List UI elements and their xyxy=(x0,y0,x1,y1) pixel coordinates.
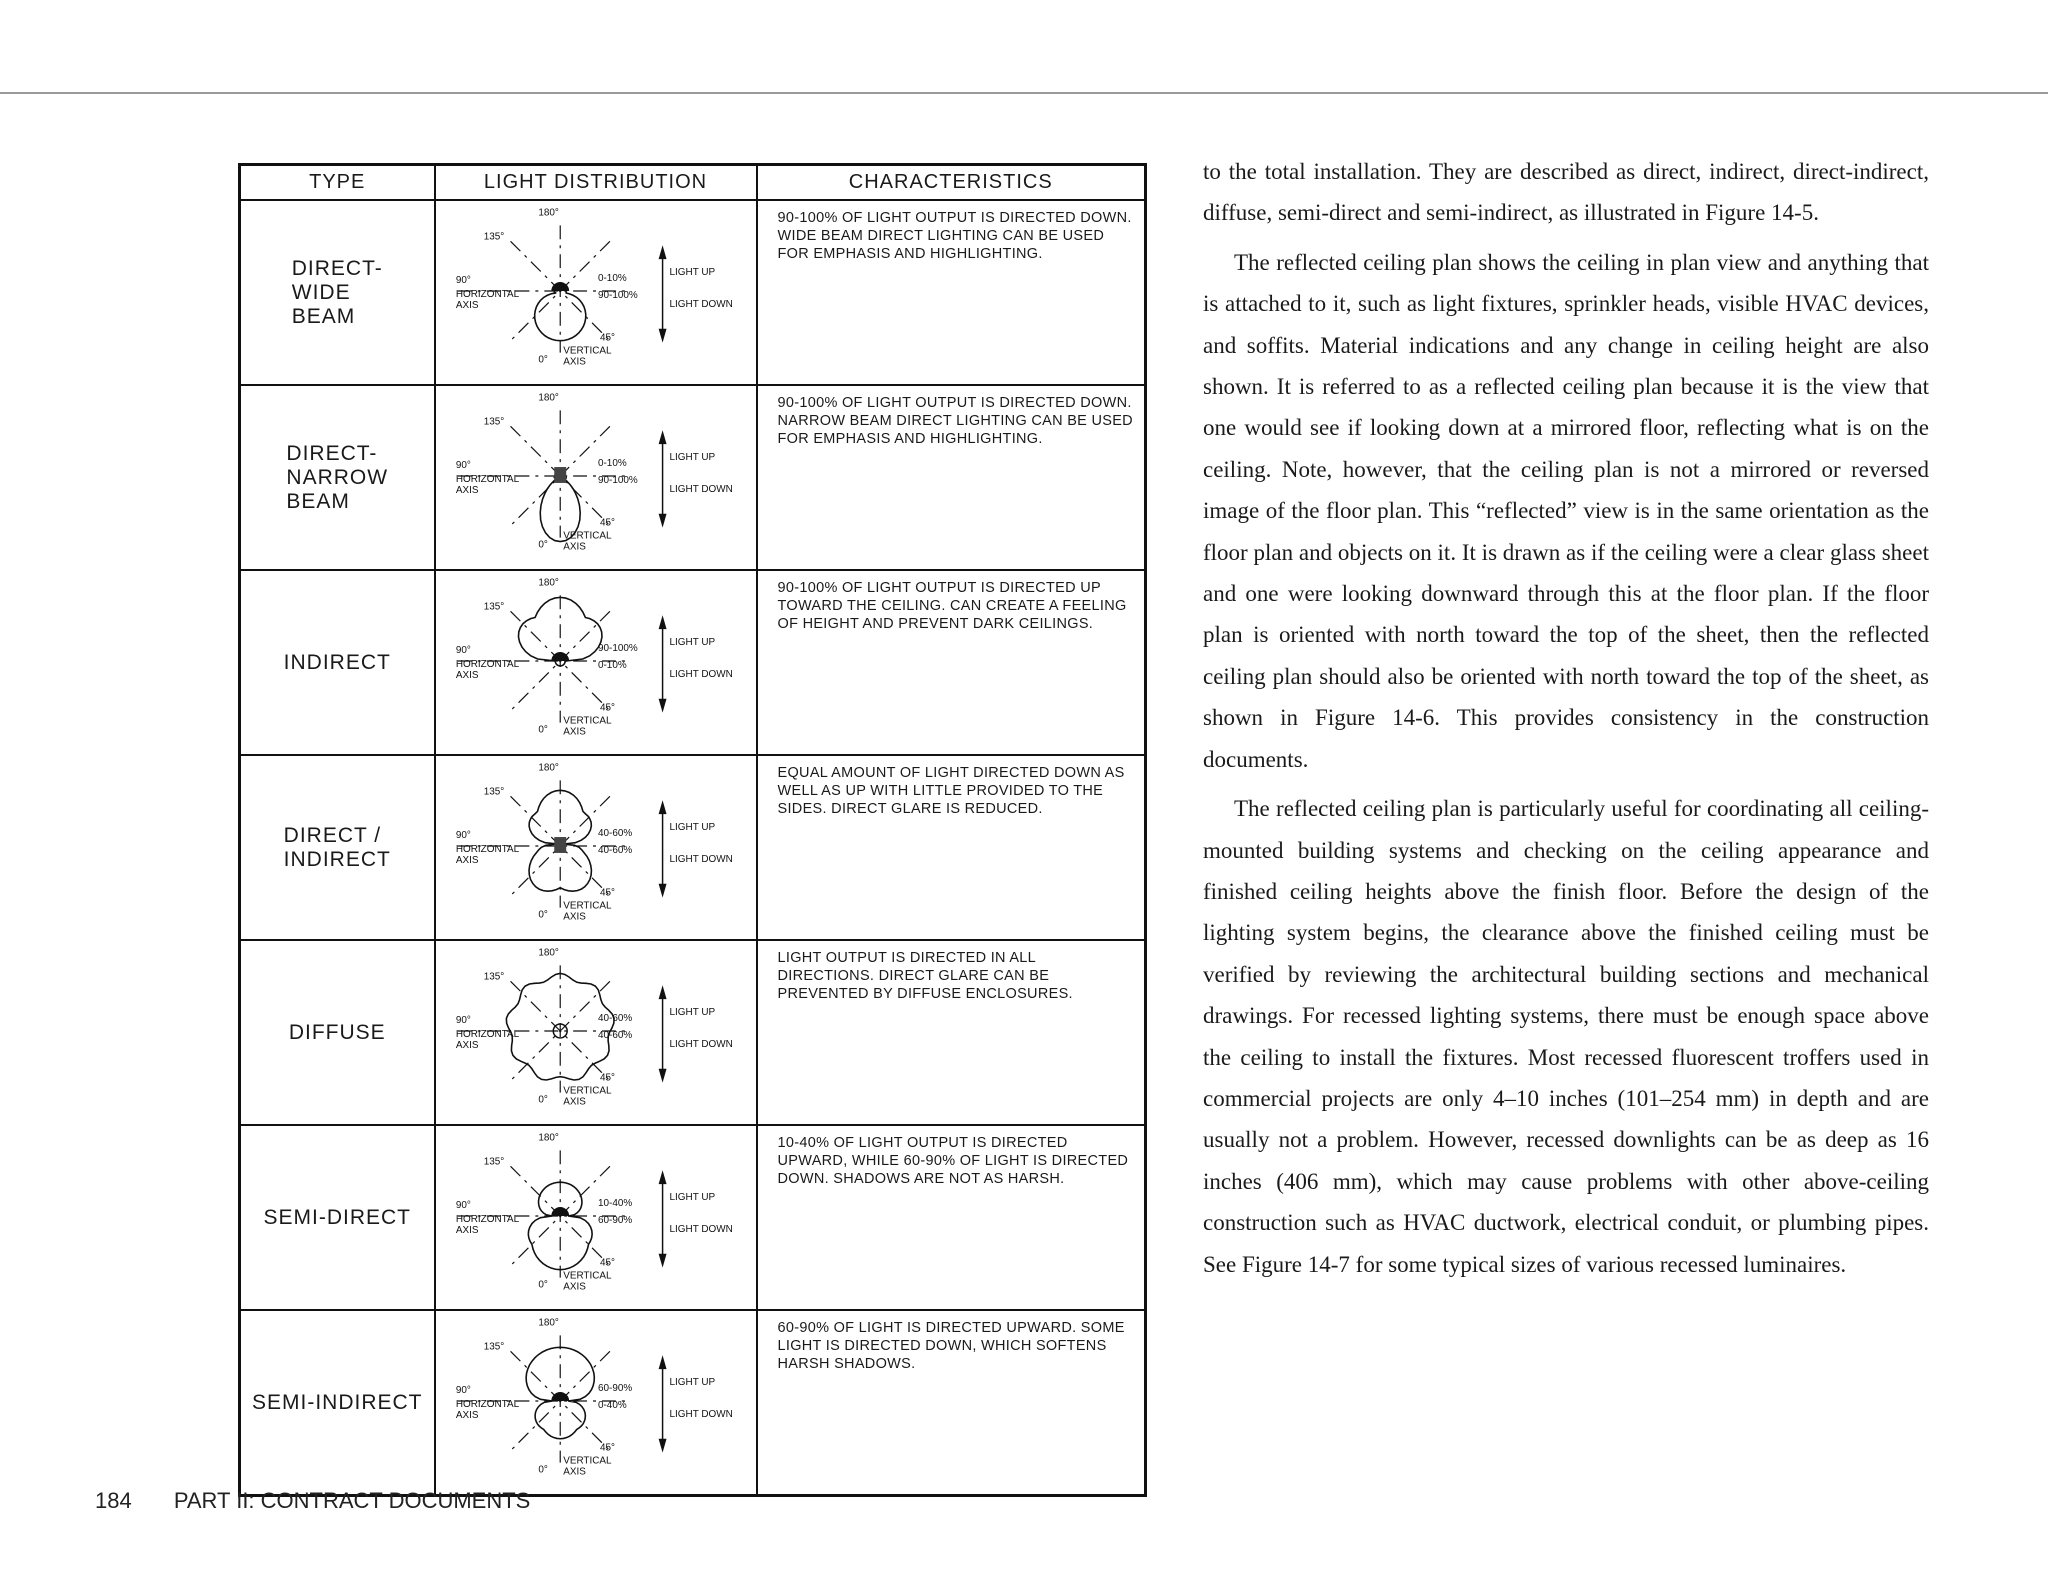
vertical-axis-label: AXIS xyxy=(562,726,586,738)
angle-0-label: 0° xyxy=(537,724,548,736)
angle-180-label: 180° xyxy=(537,392,559,404)
light-up-label: LIGHT UP xyxy=(669,1192,715,1204)
light-up-percent: 0-10% xyxy=(597,273,627,285)
light-distribution-cell xyxy=(435,1310,757,1496)
angle-180-label: 180° xyxy=(537,207,559,219)
horizontal-axis-label: HORIZONTAL xyxy=(455,1398,519,1410)
angle-45-label: 45° xyxy=(599,1257,615,1269)
light-distribution-diagram xyxy=(436,386,756,561)
horizontal-axis-label: HORIZONTAL xyxy=(455,473,519,485)
characteristics-cell: 90-100% OF LIGHT OUTPUT IS DIRECTED UP TOWARD THE CEILING. CAN CREATE A FEELING OF HEIGHT AND PREVENT DARK CEILINGS. xyxy=(757,570,1146,755)
vertical-axis-label: VERTICAL xyxy=(562,715,612,727)
header-type: TYPE xyxy=(240,165,435,201)
light-distribution-cell xyxy=(435,385,757,570)
fixture-symbol xyxy=(554,837,566,853)
light-up-percent: 60-90% xyxy=(597,1383,632,1395)
table-row xyxy=(240,200,1146,385)
luminaire-type-cell xyxy=(240,570,435,755)
light-up-percent: 10-40% xyxy=(597,1198,632,1210)
light-down-label: LIGHT DOWN xyxy=(669,1408,733,1420)
angle-135-label: 135° xyxy=(483,1156,504,1168)
vertical-axis-label: VERTICAL xyxy=(562,1270,612,1282)
luminaire-type-cell xyxy=(240,1310,435,1496)
luminaire-type-cell xyxy=(240,940,435,1125)
angle-135-label: 135° xyxy=(483,971,504,983)
horizontal-axis-label: AXIS xyxy=(455,1409,479,1421)
light-up-label: LIGHT UP xyxy=(669,1377,715,1389)
paragraph-1: to the total installation. They are described as direct, indirect, direct-indirect, diffuse, semi-direct and semi-indirect, as illustrated in Figure 14-5. xyxy=(1203,159,1929,226)
luminaire-type-cell xyxy=(240,755,435,940)
section-title: PART II: CONTRACT DOCUMENTS xyxy=(173,1488,531,1513)
light-down-percent: 40-60% xyxy=(597,1029,632,1041)
table-row xyxy=(240,570,1146,755)
angle-0-label: 0° xyxy=(537,909,548,921)
luminaire-type-cell xyxy=(240,200,435,385)
light-distribution-cell xyxy=(435,940,757,1125)
angle-0-label: 0° xyxy=(537,1279,548,1291)
fixture-symbol xyxy=(551,652,569,661)
horizontal-axis-label: AXIS xyxy=(455,854,479,866)
light-down-label: LIGHT DOWN xyxy=(669,853,733,865)
light-up-percent: 40-60% xyxy=(597,1013,632,1025)
vertical-axis-label: AXIS xyxy=(562,1281,586,1293)
light-down-label: LIGHT DOWN xyxy=(669,298,733,310)
paragraph-2: The reflected ceiling plan shows the ceiling in plan view and anything that is attached to it, such as light fixtures, sprinkler heads, visible HVAC devices, and soffits. Material indications and any change in ceiling height are also shown. It is referred to as a reflected ceiling plan because it is the view that one would see if looking down at a mirrored floor, reflecting what is on the ceiling. Note, however, that the ceiling plan is not a mirrored or reversed image of the floor plan. This “reflected” view is in the same orientation as the floor plan and objects on it. It is drawn as if the ceiling were a clear glass sheet and one were looking downward through this at the floor plan. If the floor plan is oriented with north toward the top of the sheet, then the reflected ceiling plan should also be oriented with north toward the top of the sheet, as shown in Figure 14-6. This provides consistency in the construction documents. xyxy=(1203,249,1929,772)
arrow-up-icon xyxy=(658,615,666,629)
arrow-down-icon xyxy=(658,329,666,343)
arrow-down-icon xyxy=(658,514,666,528)
angle-45-label: 45° xyxy=(599,702,615,714)
characteristics-cell: 10-40% OF LIGHT OUTPUT IS DIRECTED UPWARD, WHILE 60-90% OF LIGHT IS DIRECTED DOWN. SHADOWS ARE NOT AS HARSH. xyxy=(757,1125,1146,1310)
vertical-axis-label: AXIS xyxy=(562,356,586,368)
table-row xyxy=(240,1125,1146,1310)
horizontal-axis-label: HORIZONTAL xyxy=(455,288,519,300)
horizontal-axis-label: AXIS xyxy=(455,1224,479,1236)
luminaire-type-label: SEMI-INDIRECT xyxy=(252,1390,423,1414)
arrow-down-icon xyxy=(658,1254,666,1268)
table-row xyxy=(240,940,1146,1125)
light-down-label: LIGHT DOWN xyxy=(669,1223,733,1235)
luminaire-type-label: INDIRECT xyxy=(283,650,391,674)
light-up-label: LIGHT UP xyxy=(669,452,715,464)
angle-0-label: 0° xyxy=(537,354,548,366)
characteristics-cell: 60-90% OF LIGHT IS DIRECTED UPWARD. SOME LIGHT IS DIRECTED DOWN, WHICH SOFTENS HARSH SHADOWS. xyxy=(757,1310,1146,1496)
angle-135-label: 135° xyxy=(483,1341,504,1353)
light-down-percent: 40-60% xyxy=(597,844,632,856)
angle-45-label: 45° xyxy=(599,1442,615,1454)
header-characteristics: CHARACTERISTICS xyxy=(757,165,1146,201)
light-up-label: LIGHT UP xyxy=(669,1007,715,1019)
vertical-axis-label: AXIS xyxy=(562,911,586,923)
angle-135-label: 135° xyxy=(483,601,504,613)
light-distribution-diagram xyxy=(436,941,756,1116)
angle-45-label: 45° xyxy=(599,332,615,344)
horizontal-axis-label: HORIZONTAL xyxy=(455,658,519,670)
vertical-axis-label: VERTICAL xyxy=(562,1085,612,1097)
light-down-percent: 90-100% xyxy=(597,474,638,486)
fixture-symbol xyxy=(554,467,566,483)
vertical-axis-label: VERTICAL xyxy=(562,1455,612,1467)
light-distribution-cell xyxy=(435,1125,757,1310)
luminaire-type-cell xyxy=(240,1125,435,1310)
angle-90-label: 90° xyxy=(455,460,471,472)
arrow-up-icon xyxy=(658,985,666,999)
arrow-up-icon xyxy=(658,1355,666,1369)
page-number: 184 xyxy=(95,1488,132,1513)
angle-90-label: 90° xyxy=(455,1015,471,1027)
arrow-up-icon xyxy=(658,430,666,444)
arrow-up-icon xyxy=(658,1170,666,1184)
angle-90-label: 90° xyxy=(455,1385,471,1397)
light-distribution-cell xyxy=(435,200,757,385)
table-row xyxy=(240,385,1146,570)
characteristics-cell: 90-100% OF LIGHT OUTPUT IS DIRECTED DOWN. WIDE BEAM DIRECT LIGHTING CAN BE USED FOR EMPHASIS AND HIGHLIGHTING. xyxy=(757,200,1146,385)
angle-0-label: 0° xyxy=(537,1094,548,1106)
light-distribution-diagram xyxy=(436,571,756,746)
vertical-axis-label: AXIS xyxy=(562,541,586,553)
light-up-label: LIGHT UP xyxy=(669,822,715,834)
horizontal-axis-label: AXIS xyxy=(455,299,479,311)
light-up-percent: 0-10% xyxy=(597,458,627,470)
light-up-label: LIGHT UP xyxy=(669,267,715,279)
light-down-percent: 0-10% xyxy=(597,659,627,671)
body-text xyxy=(1203,151,1929,1293)
vertical-axis-label: VERTICAL xyxy=(562,900,612,912)
angle-180-label: 180° xyxy=(537,1132,559,1144)
arrow-down-icon xyxy=(658,699,666,713)
light-distribution-diagram xyxy=(436,1126,756,1301)
horizontal-axis-label: AXIS xyxy=(455,1039,479,1051)
luminaire-type-label: DIRECT- WIDE BEAM xyxy=(291,256,383,328)
horizontal-axis-label: HORIZONTAL xyxy=(455,843,519,855)
angle-135-label: 135° xyxy=(483,416,504,428)
light-down-label: LIGHT DOWN xyxy=(669,483,733,495)
luminaire-type-cell xyxy=(240,385,435,570)
light-distribution-diagram xyxy=(436,1311,756,1486)
angle-45-label: 45° xyxy=(599,1072,615,1084)
angle-180-label: 180° xyxy=(537,947,559,959)
vertical-axis-label: AXIS xyxy=(562,1466,586,1478)
paragraph-3: The reflected ceiling plan is particularly useful for coordinating all ceiling-mounted building systems and checking on the ceiling appearance and finished ceiling heights above the finish floor. Before the design of the lighting system begins, the clearance above the finished ceiling must be verified by reviewing the architectural building sections and mechanical drawings. For recessed lighting systems, there must be enough space above the ceiling to install the fixtures. Most recessed fluorescent troffers used in commercial projects are only 4–10 inches (101–254 mm) in depth and are usually not a problem. However, recessed downlights can be as deep as 16 inches (406 mm), which may cause problems with other above-ceiling construction such as HVAC ductwork, electrical conduit, or plumbing pipes. See Figure 14-7 for some typical sizes of various recessed luminaires. xyxy=(1203,796,1929,1277)
angle-135-label: 135° xyxy=(483,231,504,243)
angle-45-label: 45° xyxy=(599,517,615,529)
horizontal-axis-label: AXIS xyxy=(455,484,479,496)
light-down-percent: 90-100% xyxy=(597,289,638,301)
light-down-percent: 60-90% xyxy=(597,1214,632,1226)
characteristics-cell: 90-100% OF LIGHT OUTPUT IS DIRECTED DOWN. NARROW BEAM DIRECT LIGHTING CAN BE USED FOR EMPHASIS AND HIGHLIGHTING. xyxy=(757,385,1146,570)
light-down-label: LIGHT DOWN xyxy=(669,668,733,680)
arrow-up-icon xyxy=(658,800,666,814)
horizontal-axis-label: HORIZONTAL xyxy=(455,1213,519,1225)
light-up-percent: 40-60% xyxy=(597,828,632,840)
header-rule xyxy=(0,92,2048,94)
luminaire-distribution-table xyxy=(238,163,1147,1497)
light-distribution-cell xyxy=(435,570,757,755)
angle-180-label: 180° xyxy=(537,762,559,774)
light-down-label: LIGHT DOWN xyxy=(669,1038,733,1050)
angle-180-label: 180° xyxy=(537,1317,559,1329)
table-row xyxy=(240,755,1146,940)
angle-90-label: 90° xyxy=(455,1200,471,1212)
angle-45-label: 45° xyxy=(599,887,615,899)
distribution-curve xyxy=(528,1182,592,1269)
angle-135-label: 135° xyxy=(483,786,504,798)
fixture-symbol xyxy=(551,1392,569,1401)
light-distribution-diagram xyxy=(436,756,756,931)
vertical-axis-label: VERTICAL xyxy=(562,345,612,357)
arrow-up-icon xyxy=(658,245,666,259)
light-distribution-cell xyxy=(435,755,757,940)
horizontal-axis-label: AXIS xyxy=(455,669,479,681)
table-body xyxy=(240,200,1146,1496)
angle-90-label: 90° xyxy=(455,275,471,287)
vertical-axis-label: VERTICAL xyxy=(562,530,612,542)
angle-180-label: 180° xyxy=(537,577,559,589)
luminaire-type-label: DIFFUSE xyxy=(288,1020,386,1044)
fixture-symbol xyxy=(551,282,569,291)
characteristics-cell: EQUAL AMOUNT OF LIGHT DIRECTED DOWN AS WELL AS UP WITH LITTLE PROVIDED TO THE SIDES. DIRECT GLARE IS REDUCED. xyxy=(757,755,1146,940)
light-distribution-diagram xyxy=(436,201,756,376)
page-footer xyxy=(95,1488,530,1514)
light-up-label: LIGHT UP xyxy=(669,637,715,649)
horizontal-axis-label: HORIZONTAL xyxy=(455,1028,519,1040)
angle-0-label: 0° xyxy=(537,1464,548,1476)
luminaire-type-label: SEMI-DIRECT xyxy=(263,1205,411,1229)
header-light-distribution: LIGHT DISTRIBUTION xyxy=(435,165,757,201)
angle-0-label: 0° xyxy=(537,539,548,551)
luminaire-type-label: DIRECT- NARROW BEAM xyxy=(286,441,389,513)
arrow-down-icon xyxy=(658,1069,666,1083)
light-down-percent: 0-40% xyxy=(597,1399,627,1411)
fixture-symbol xyxy=(551,1207,569,1216)
characteristics-cell: LIGHT OUTPUT IS DIRECTED IN ALL DIRECTIONS. DIRECT GLARE CAN BE PREVENTED BY DIFFUSE ENCLOSURES. xyxy=(757,940,1146,1125)
luminaire-type-label: DIRECT / INDIRECT xyxy=(283,823,391,871)
table-header-row xyxy=(240,165,1146,201)
angle-90-label: 90° xyxy=(455,830,471,842)
vertical-axis-label: AXIS xyxy=(562,1096,586,1108)
light-up-percent: 90-100% xyxy=(597,643,638,655)
angle-90-label: 90° xyxy=(455,645,471,657)
arrow-down-icon xyxy=(658,884,666,898)
arrow-down-icon xyxy=(658,1439,666,1453)
table-row xyxy=(240,1310,1146,1496)
